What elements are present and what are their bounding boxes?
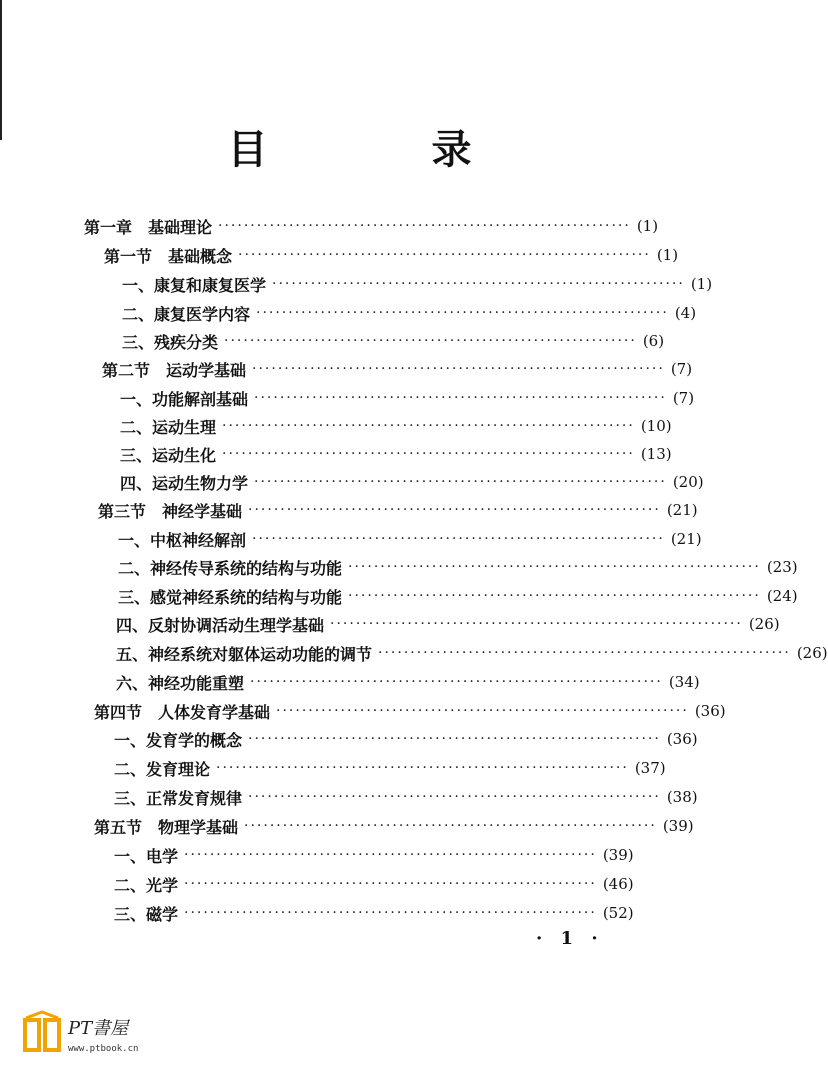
toc-entry-label: 一、功能解剖基础: [120, 389, 249, 409]
toc-entry-label: 三、磁学: [114, 904, 179, 924]
toc-entry-label: 二、神经传导系统的结构与功能: [118, 558, 343, 578]
toc-entry-label: 四、反射协调活动生理学基础: [116, 615, 325, 635]
toc-entry-page: (37): [634, 759, 666, 777]
toc-entry-label: 二、运动生理: [120, 417, 217, 437]
toc-entry-label: 一、电学: [114, 846, 179, 866]
toc-entry-page: (1): [636, 217, 659, 235]
leader-dots: ································································: [222, 446, 635, 462]
toc-entry-page: (20): [672, 473, 704, 491]
toc-entry-item[interactable]: [122, 299, 697, 327]
toc-entry-label: 第二节 运动学基础: [102, 360, 247, 380]
leader-dots: ································································: [238, 247, 651, 263]
toc-entry-page: (46): [602, 875, 634, 893]
toc-entry-label: 三、正常发育规律: [114, 788, 243, 808]
toc-entry-item[interactable]: [118, 582, 798, 610]
toc-entry-item[interactable]: [118, 553, 798, 581]
page-title: 目 录: [227, 127, 534, 173]
leader-dots: ································································: [248, 731, 661, 747]
leader-dots: ································································: [250, 674, 663, 690]
toc-entry-section-1-3[interactable]: [98, 496, 698, 524]
toc-entry-label: 三、运动生化: [120, 445, 217, 465]
toc-entry-item[interactable]: [120, 440, 672, 468]
toc-entry-item[interactable]: [120, 468, 704, 496]
leader-dots: ································································: [184, 847, 597, 863]
watermark-url: www.ptbook.cn: [68, 1044, 139, 1054]
toc-entry-page: (21): [666, 501, 698, 519]
toc-entry-label: 第五节 物理学基础: [94, 817, 239, 837]
leader-dots: ································································: [184, 876, 597, 892]
toc-entry-item[interactable]: [114, 783, 698, 811]
book-logo-icon: [22, 1012, 62, 1056]
watermark: [22, 1006, 192, 1062]
page-number: · 1 ·: [536, 928, 604, 949]
toc-entry-label: 三、感觉神经系统的结构与功能: [118, 587, 343, 607]
leader-dots: ································································: [254, 390, 667, 406]
leader-dots: ································································: [248, 789, 661, 805]
toc-entry-label: 三、残疾分类: [122, 332, 219, 352]
leader-dots: ································································: [330, 616, 743, 632]
toc-entry-page: (36): [666, 730, 698, 748]
toc-entry-item[interactable]: [120, 384, 695, 412]
toc-entry-item[interactable]: [114, 899, 634, 927]
toc-entry-label: 二、光学: [114, 875, 179, 895]
toc-entry-item[interactable]: [116, 668, 700, 696]
leader-dots: ································································: [348, 559, 761, 575]
leader-dots: ································································: [254, 474, 667, 490]
toc-entry-page: (26): [748, 615, 780, 633]
toc-entry-item[interactable]: [114, 841, 634, 869]
toc-entry-page: (39): [662, 817, 694, 835]
toc-entry-chapter-1[interactable]: [84, 212, 659, 240]
leader-dots: ································································: [348, 588, 761, 604]
toc-entry-label: 第四节 人体发育学基础: [94, 702, 271, 722]
toc-entry-item[interactable]: [114, 754, 666, 782]
toc-entry-page: (38): [666, 788, 698, 806]
toc-entry-label: 四、运动生物力学: [120, 473, 249, 493]
toc-entry-label: 二、康复医学内容: [122, 304, 251, 324]
toc-entry-item[interactable]: [114, 725, 698, 753]
leader-dots: ································································: [276, 703, 689, 719]
toc-entry-section-1-2[interactable]: [102, 355, 693, 383]
leader-dots: ································································: [256, 305, 669, 321]
toc-entry-label: 五、神经系统对躯体运动功能的调节: [116, 644, 373, 664]
toc-entry-page: (4): [674, 304, 697, 322]
leader-dots: ································································: [184, 905, 597, 921]
toc-entry-label: 一、康复和康复医学: [122, 275, 267, 295]
toc-entry-item[interactable]: [114, 870, 634, 898]
toc-entry-label: 第一节 基础概念: [104, 246, 233, 266]
toc-entry-item[interactable]: [116, 639, 828, 667]
leader-dots: ································································: [216, 760, 629, 776]
toc-entry-item[interactable]: [118, 525, 702, 553]
leader-dots: ································································: [272, 276, 685, 292]
toc-entry-label: 一、发育学的概念: [114, 730, 243, 750]
toc-entry-section-1-1[interactable]: [104, 241, 679, 269]
toc-entry-label: 六、神经功能重塑: [116, 673, 245, 693]
leader-dots: ································································: [248, 502, 661, 518]
leader-dots: ································································: [218, 218, 631, 234]
toc-entry-item[interactable]: [120, 412, 672, 440]
toc-entry-page: (1): [656, 246, 679, 264]
toc-entry-page: (23): [766, 558, 798, 576]
toc-entry-item[interactable]: [122, 270, 713, 298]
toc-entry-section-1-4[interactable]: [94, 697, 726, 725]
leader-dots: ································································: [244, 818, 657, 834]
toc-entry-page: (21): [670, 530, 702, 548]
leader-dots: ································································: [224, 333, 637, 349]
toc-entry-page: (52): [602, 904, 634, 922]
toc-entry-page: (26): [796, 644, 828, 662]
toc-entry-page: (6): [642, 332, 665, 350]
toc-entry-item[interactable]: [116, 610, 780, 638]
toc-entry-label: 二、发育理论: [114, 759, 211, 779]
toc-entry-page: (24): [766, 587, 798, 605]
toc-entry-label: 一、中枢神经解剖: [118, 530, 247, 550]
toc-entry-page: (13): [640, 445, 672, 463]
toc-entry-label: 第三节 神经学基础: [98, 501, 243, 521]
toc-entry-page: (7): [670, 360, 693, 378]
toc-entry-label: 第一章 基础理论: [84, 217, 213, 237]
leader-dots: ································································: [222, 418, 635, 434]
leader-dots: ································································: [252, 531, 665, 547]
toc-entry-page: (39): [602, 846, 634, 864]
leader-dots: ································································: [378, 645, 791, 661]
toc-entry-page: (7): [672, 389, 695, 407]
toc-entry-page: (1): [690, 275, 713, 293]
toc-entry-page: (10): [640, 417, 672, 435]
watermark-name: PT書屋: [68, 1018, 129, 1039]
toc-entry-page: (34): [668, 673, 700, 691]
toc-entry-section-1-5[interactable]: [94, 812, 694, 840]
toc-entry-page: (36): [694, 702, 726, 720]
toc-entry-item[interactable]: [122, 327, 665, 355]
leader-dots: ································································: [252, 361, 665, 377]
